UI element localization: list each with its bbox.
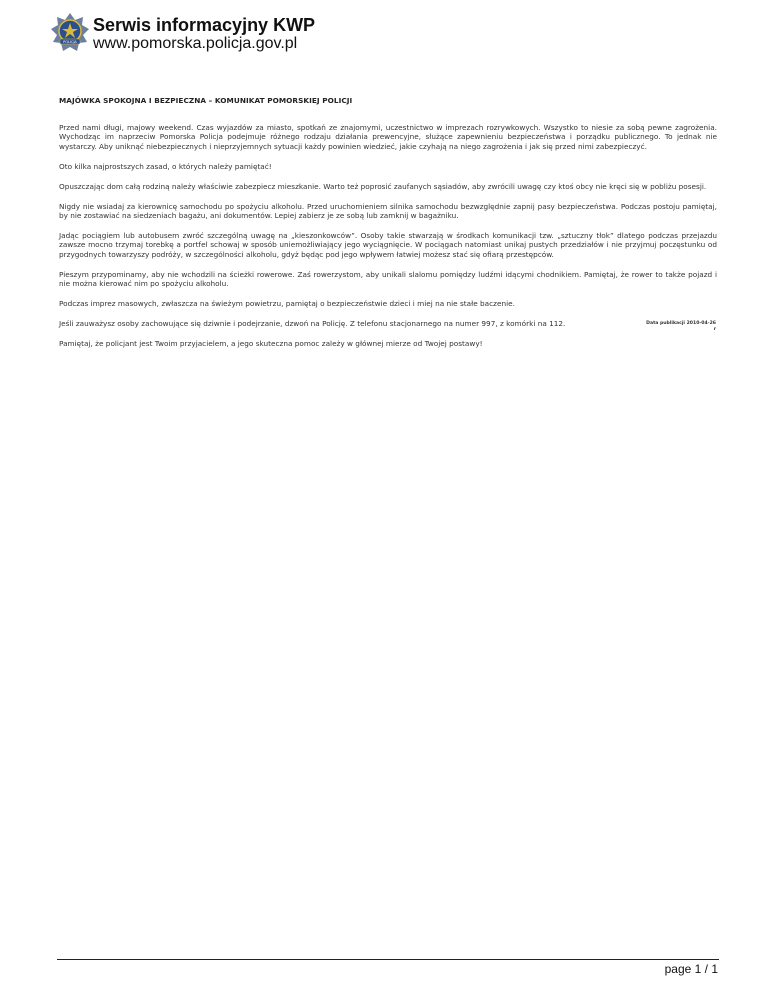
article-paragraph: Podczas imprez masowych, zwłaszcza na świeżym powietrzu, pamiętaj o bezpieczeństwie dzieci i miej na nie stałe baczenie. — [59, 298, 515, 308]
publication-date-text: Data publikacji 2010-04-26 — [646, 321, 716, 326]
publication-date-suffix: r — [713, 327, 716, 332]
article-paragraph: Jadąc pociągiem lub autobusem zwróć szczególną uwagę na „kieszonkowców”. Osoby takie stwarzają w środkach komunikacji tzw. „sztuczny tłok” dlatego podczas przejazdu zawsze mocno trzymaj torebkę a portfel schowaj w sposób uniemożliwiający jego wyciągnięcie. W pociągach natomiast unikaj pustych przedziałów i nie przyjmuj poczęstunku od przygodnych towarzyszy podróży, w szczególności alkoholu, gdyż będąc pod jego wpływem łatwiej możesz stać się ofiarą przestępców. — [59, 230, 717, 259]
police-star-logo-icon — [50, 12, 90, 56]
article-paragraph: Nigdy nie wsiadaj za kierownicę samochodu po spożyciu alkoholu. Przed uruchomieniem silnika samochodu bezwzględnie zapnij pasy bezpieczeństwa. Podczas postoju pamiętaj, by nie zostawiać na siedzeniach bagażu, ani dokumentów. Lepiej zabierz je ze sobą lub zamknij w bagażniku. — [59, 201, 717, 220]
site-title: Serwis informacyjny KWP — [93, 15, 316, 35]
article-title: MAJÓWKA SPOKOJNA I BEZPIECZNA – KOMUNIKAT POMORSKIEJ POLICJI — [59, 96, 353, 105]
article-paragraph: Jeśli zauważysz osoby zachowujące się dziwnie i podejrzanie, dzwoń na Policję. Z telefonu stacjonarnego na numer 997, z komórki na 112. — [59, 318, 566, 328]
article-paragraph: Pamiętaj, że policjant jest Twoim przyjacielem, a jego skuteczna pomoc zależy w głównej mierze od Twojej postawy! — [59, 338, 483, 348]
publication-date — [646, 321, 716, 333]
article — [59, 96, 717, 359]
article-paragraph: Przed nami długi, majowy weekend. Czas wyjazdów za miasto, spotkań ze znajomymi, uczestnictwo w imprezach rozrywkowych. Wszystko to niesie za sobą pewne zagrożenia. Wychodząc im naprzeciw Pomorska Policja podejmuje różnego rodzaju działania prewencyjne, służące zapewnieniu bezpieczeństwa i porządku publicznego. To jednak nie wystarczy. Aby uniknąć niebezpiecznych i nieprzyjemnych sytuacji każdy powinien wiedzieć, jakie czyhają na niego zagrożenia i jak się przed nimi zabezpieczyć. — [59, 123, 717, 151]
site-url[interactable]: www.pomorska.policja.gov.pl — [93, 35, 298, 52]
article-paragraph: Oto kilka najprostszych zasad, o których należy pamiętać! — [59, 161, 272, 171]
article-paragraph: Pieszym przypominamy, aby nie wchodzili na ścieżki rowerowe. Zaś rowerzystom, aby unikali slalomu pomiędzy ludźmi idącymi chodnikiem. Pamiętaj, że rower to także pojazd i nie można kierować nim po spożyciu alkoholu. — [59, 269, 717, 288]
article-paragraph: Opuszczając dom całą rodziną należy właściwie zabezpiecz mieszkanie. Warto też poprosić zaufanych sąsiadów, aby zwrócili uwagę czy ktoś obcy nie kręci się w pobliżu posesji. — [59, 181, 707, 191]
site-header — [50, 12, 470, 62]
logo-text: POLICJA — [63, 40, 77, 44]
footer-divider — [57, 959, 719, 960]
page-number: page 1 / 1 — [664, 962, 718, 976]
